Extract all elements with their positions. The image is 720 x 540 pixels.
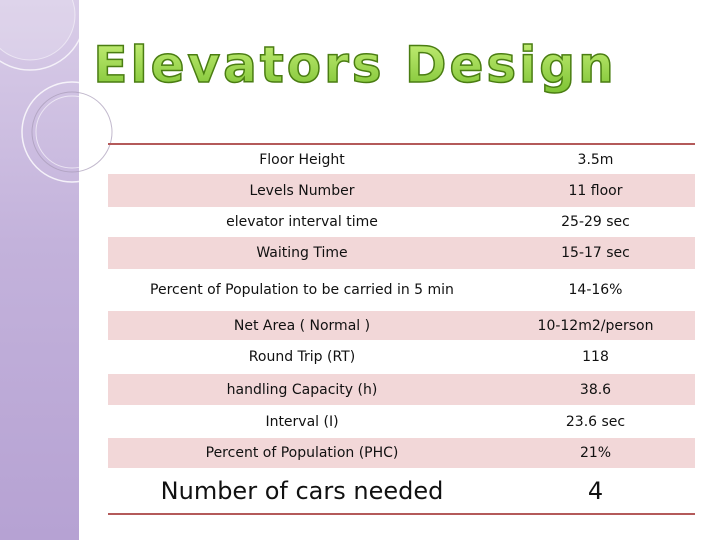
row-label: Levels Number — [108, 174, 496, 207]
row-value: 21% — [496, 438, 695, 468]
table-row — [108, 144, 695, 174]
row-label: Percent of Population (PHC) — [108, 438, 496, 468]
row-value: 3.5m — [496, 144, 695, 174]
row-value: 118 — [582, 349, 609, 365]
row-label: handling Capacity (h) — [108, 374, 496, 405]
row-value: 38.6 — [496, 374, 695, 405]
table-row — [108, 269, 695, 311]
row-label: Floor Height — [108, 144, 496, 174]
table-row — [108, 174, 695, 207]
table-row — [108, 237, 695, 269]
table-row — [108, 340, 695, 374]
specifications-table — [108, 143, 695, 515]
row-label: Waiting Time — [108, 237, 496, 269]
table-row — [108, 311, 695, 340]
row-label: Number of cars needed — [108, 468, 496, 514]
row-value: 11 floor — [496, 174, 695, 207]
row-label: Interval (I) — [265, 413, 339, 430]
table-row — [108, 374, 695, 405]
row-label: elevator interval time — [226, 214, 378, 230]
row-value: 4 — [496, 468, 695, 514]
table-row — [108, 438, 695, 468]
slide-title — [93, 22, 617, 102]
row-label: Round Trip (RT) — [248, 349, 356, 365]
row-value: 15-17 sec — [496, 237, 695, 269]
row-label: Percent of Population to be carried in 5 min — [150, 282, 454, 298]
table-row — [108, 405, 695, 438]
row-value: 10-12m2/person — [496, 311, 695, 340]
row-label: Net Area ( Normal ) — [108, 311, 496, 340]
row-value: 14-16% — [568, 282, 623, 298]
slide-title-text: Elevators Design — [93, 36, 617, 94]
row-value: 23.6 sec — [565, 413, 626, 430]
row-value: 25-29 sec — [561, 214, 630, 230]
table-row — [108, 207, 695, 237]
table-row — [108, 468, 695, 514]
